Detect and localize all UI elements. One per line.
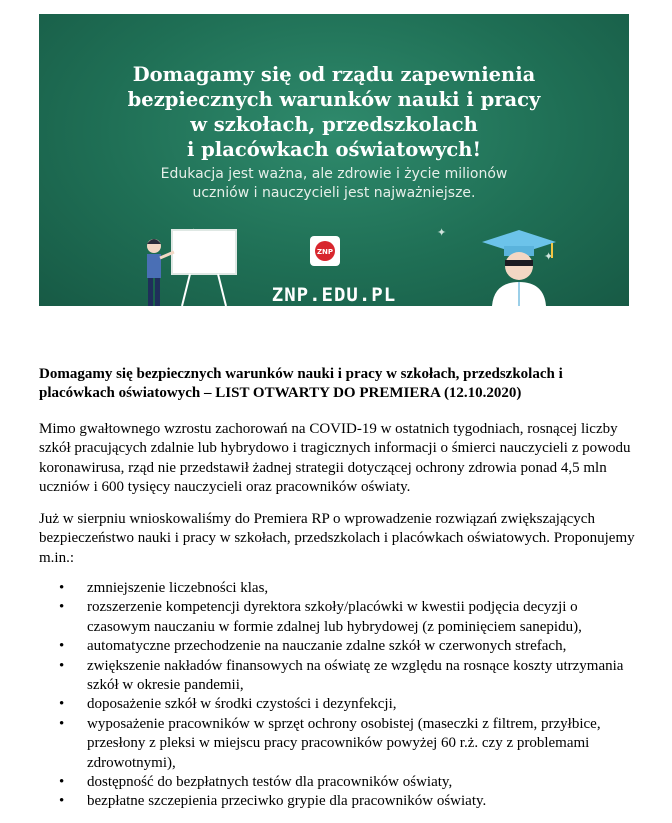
banner-headline-line: Domagamy się od rządu zapewnienia: [132, 63, 536, 86]
proposals-list: [39, 579, 639, 812]
bullet-icon: •: [59, 657, 65, 674]
list-item: [39, 792, 639, 811]
banner-headline: [39, 62, 629, 162]
list-item-text: dostępność do bezpłatnych testów dla pracowników oświaty,: [87, 774, 453, 791]
znp-logo: [308, 234, 342, 268]
list-item: [39, 579, 639, 598]
list-item: [39, 637, 639, 656]
letter-title: Domagamy się bezpiecznych warunków nauki i pracy w szkołach, przedszkolach i placówkach oświatowych – LIST OTWARTY DO PREMIERA (12.10.2020): [39, 366, 563, 401]
list-item: [39, 773, 639, 792]
list-item: [39, 657, 639, 696]
list-item-text: zwiększenie nakładów finansowych na oświatę ze względu na rosnące koszty utrzymania szkół w okresie pandemii,: [87, 657, 624, 694]
logo-text: ZNP: [316, 248, 334, 256]
star-icon: ✦: [544, 250, 554, 263]
website-url: ZNP.EDU.PL: [271, 284, 397, 306]
banner-subtitle-line: uczniów i nauczycieli jest najważniejsze.: [192, 185, 476, 201]
banner-subtitle-line: Edukacja jest ważna, ale zdrowie i życie milionów: [160, 166, 508, 182]
banner-subtitle: [39, 165, 629, 203]
list-item-text: doposażenie szkół w środki czystości i dezynfekcji,: [87, 696, 397, 713]
star-icon: ✦: [437, 226, 447, 239]
bullet-icon: •: [59, 580, 65, 596]
paragraph: Mimo gwałtownego wzrostu zachorowań na COVID-19 w ostatnich tygodniach, rosnącej liczby szkół pracujących zdalnie lub hybrydowo i tragicznych informacji o śmierci nauczycieli z powodu koronawirusa, rząd nie przedstawił żadnej strategii dotyczącej ochrony zdrowia ponad 4,5 mln uczniów i 600 tysięcy nauczycieli oraz pracowników oświaty.: [39, 421, 631, 496]
bullet-icon: •: [59, 599, 65, 616]
paragraph: Już w sierpniu wnioskowaliśmy do Premiera RP o wprowadzenie rozwiązań zwiększających bezpieczeństwo nauki i pracy w szkołach, przedszkolach i placówkach oświatowych. Proponujemy m.in.:: [39, 511, 635, 566]
banner-headline-line: bezpiecznych warunków nauki i pracy: [127, 88, 541, 111]
bullet-icon: •: [59, 715, 65, 732]
list-item: [39, 695, 639, 714]
bullet-icon: •: [59, 696, 65, 713]
list-item: [39, 715, 639, 773]
bullet-icon: •: [59, 774, 65, 791]
list-item-text: wyposażenie pracowników w sprzęt ochrony osobistej (maseczki z filtrem, przyłbice, przesłony z pleksi w miejscu pracy pracowników powyżej 60 r.ż. czy z problemami zdrowotnymi),: [87, 715, 601, 771]
list-item-text: rozszerzenie kompetencji dyrektora szkoły/placówki w kwestii podjęcia decyzji o czasowym nauczaniu w formie zdalnej lub hybrydowej (z pominięciem sanepidu),: [87, 599, 582, 635]
list-item-text: bezpłatne szczepienia przeciwko grypie dla pracowników oświaty.: [87, 793, 487, 810]
list-item-text: zmniejszenie liczebności klas,: [87, 580, 269, 596]
bullet-icon: •: [59, 793, 65, 810]
banner-headline-line: i placówkach oświatowych!: [186, 138, 482, 161]
list-item-text: automatyczne przechodzenie na nauczanie zdalne szkół w czerwonych strefach,: [87, 638, 567, 655]
list-item: [39, 598, 639, 637]
campaign-banner: [39, 14, 629, 306]
bullet-icon: •: [59, 638, 65, 655]
banner-headline-line: w szkołach, przedszkolach: [190, 113, 478, 136]
